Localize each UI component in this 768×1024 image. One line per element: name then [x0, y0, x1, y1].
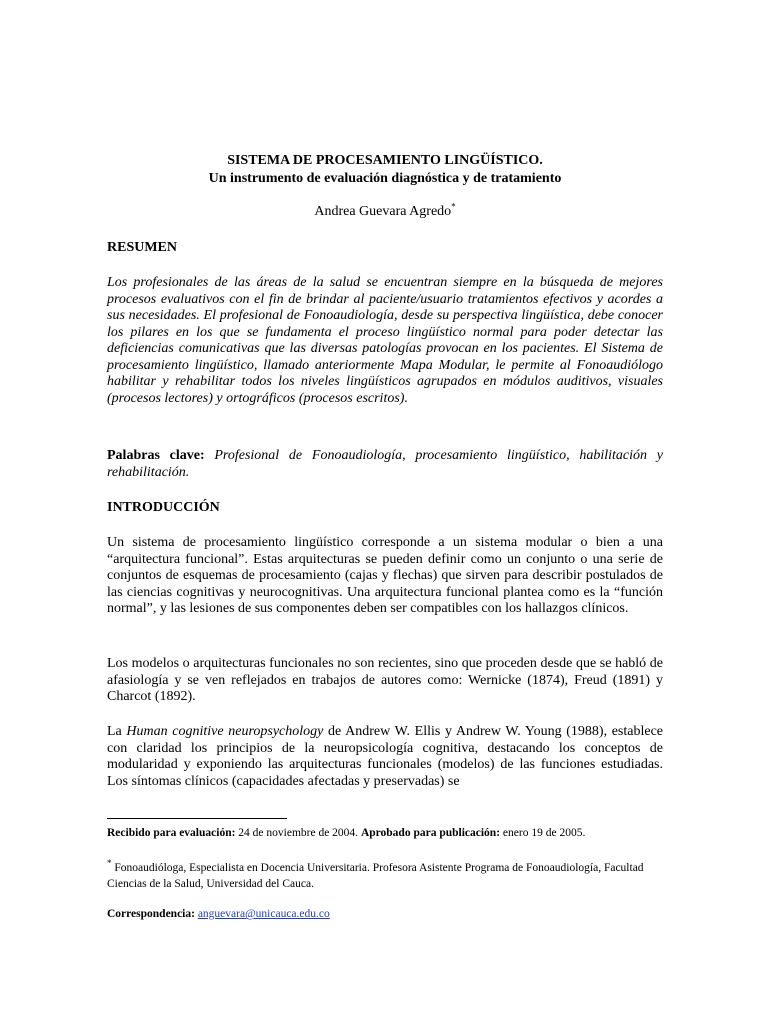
correspondence-label: Correspondencia:	[107, 908, 195, 920]
received-value: 24 de noviembre de 2004.	[235, 827, 361, 839]
author-line	[107, 203, 663, 220]
footnote-separator	[107, 818, 287, 819]
footnote-author-text: Fonoaudióloga, Especialista en Docencia Universitaria. Profesora Asistente Programa de Fonoaudiología, Facultad Ciencias de la Salud, Universidad del Cauca.	[107, 862, 644, 890]
footnote-dates	[107, 825, 663, 841]
keywords-paragraph	[107, 448, 663, 481]
resumen-heading: RESUMEN	[107, 240, 178, 255]
footnote-correspondence	[107, 906, 663, 922]
intro-paragraph-3	[107, 724, 663, 790]
approved-label: Aprobado para publicación:	[360, 827, 501, 839]
document-title: SISTEMA DE PROCESAMIENTO LINGÜÍSTICO.	[227, 153, 543, 168]
intro-p3-book-title: Human cognitive neuropsychology	[126, 724, 324, 739]
abstract-paragraph: Los profesionales de las áreas de la salud se encuentran siempre en la búsqueda de mejores procesos evaluativos con el fin de brindar al paciente/usuario tratamientos efectivos y acordes a sus necesidades. El profesional de Fonoaudiología, desde su perspectiva lingüística, debe conocer los pilares en los que se fundamenta el proceso lingüístico normal para poder detectar las deficiencias comunicativas que las diversas patologías provocan en los pacientes. El Sistema de procesamiento lingüístico, llamado anteriormente Mapa Modular, le permite al Fonoaudiólogo habilitar y rehabilitar todos los niveles lingüísticos agrupados en módulos auditivos, visuales (procesos lectores) y ortográficos (procesos escritos).	[107, 275, 663, 406]
email-link[interactable]: anguevara@unicauca.edu.co	[197, 908, 330, 920]
intro-paragraph-2: Los modelos o arquitecturas funcionales no son recientes, sino que proceden desde que se habló de afasiología y se ven reflejados en trabajos de autores como: Wernicke (1874), Freud (1891) y Charcot (1892).	[107, 656, 663, 704]
footnote-mark: *	[107, 858, 112, 869]
intro-paragraph-1: Un sistema de procesamiento lingüístico corresponde a un sistema modular o bien a una “arquitectura funcional”. Estas arquitecturas se pueden definir como un conjunto o una serie de conjuntos de esquemas de procesamiento (cajas y flechas) que sirven para describir postulados de las ciencias cognitivas y neurocognitivas. Una arquitectura funcional plantea como es la “función normal”, y las lesiones de sus componentes deben ser compatibles con los hallazgos clínicos.	[107, 535, 663, 616]
author-footnote-mark: *	[451, 201, 456, 212]
author-name: Andrea Guevara Agredo	[314, 204, 452, 219]
keywords-text: Profesional de Fonoaudiología, procesamiento lingüístico, habilitación y rehabilitación.	[107, 448, 664, 480]
approved-value: enero 19 de 2005.	[500, 827, 586, 839]
intro-p3-rest: de Andrew W. Ellis y Andrew W. Young (1988), establece con claridad los principios de la neuropsicología cognitiva, destacando los conceptos de modularidad y exponiendo las arquitecturas funcionales (modelos) de las funciones estudiadas. Los síntomas clínicos (capacidades afectadas y preservadas) se	[107, 724, 664, 789]
intro-p3-start: La	[107, 724, 127, 739]
footnote-author	[107, 860, 663, 892]
keywords-label: Palabras clave:	[107, 448, 205, 463]
introduccion-heading: INTRODUCCIÓN	[107, 500, 220, 515]
document-subtitle: Un instrumento de evaluación diagnóstica y de tratamiento	[208, 171, 562, 186]
received-label: Recibido para evaluación:	[107, 827, 236, 839]
